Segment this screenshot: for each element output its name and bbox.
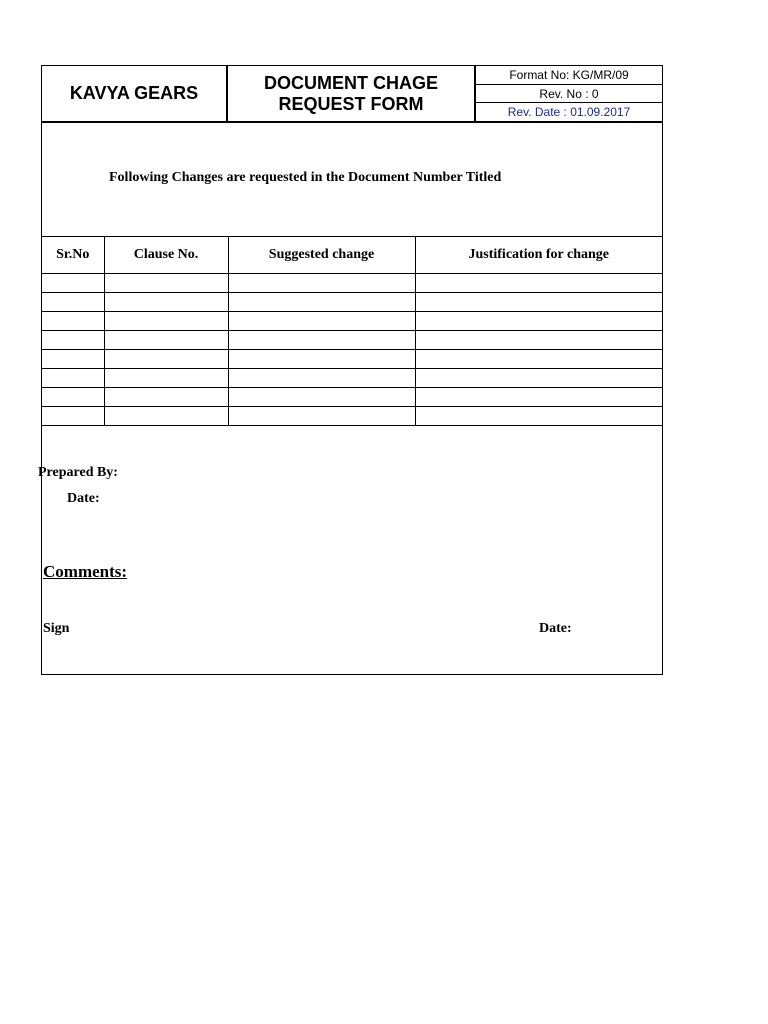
- table-row: [42, 273, 662, 292]
- table-cell[interactable]: [415, 387, 662, 406]
- table-header-row: [42, 237, 662, 273]
- table-cell[interactable]: [228, 292, 415, 311]
- table-cell[interactable]: [42, 349, 104, 368]
- table-cell[interactable]: [42, 273, 104, 292]
- table-cell[interactable]: [42, 368, 104, 387]
- sign-date-label: Date:: [539, 621, 572, 636]
- table-cell[interactable]: [415, 368, 662, 387]
- table-cell[interactable]: [104, 273, 228, 292]
- format-number: Format No: KG/MR/09: [476, 66, 662, 85]
- table-cell[interactable]: [228, 273, 415, 292]
- company-name: KAVYA GEARS: [42, 66, 228, 121]
- table-cell[interactable]: [228, 349, 415, 368]
- table-cell[interactable]: [104, 406, 228, 425]
- table-cell[interactable]: [42, 406, 104, 425]
- table-cell[interactable]: [228, 368, 415, 387]
- form-title: [228, 66, 476, 121]
- table-cell[interactable]: [104, 330, 228, 349]
- change-request-form: [38, 65, 663, 675]
- table-row: [42, 406, 662, 425]
- form-header: [42, 66, 662, 123]
- table-cell[interactable]: [415, 406, 662, 425]
- table-cell[interactable]: [104, 311, 228, 330]
- table-cell[interactable]: [42, 311, 104, 330]
- table-cell[interactable]: [415, 330, 662, 349]
- form-title-line1: DOCUMENT CHAGE: [264, 72, 438, 93]
- comments-label: Comments:: [43, 562, 128, 581]
- revision-number: Rev. No : 0: [476, 85, 662, 103]
- table-cell[interactable]: [228, 387, 415, 406]
- table-cell[interactable]: [228, 311, 415, 330]
- column-header-suggested-change: Suggested change: [228, 237, 415, 273]
- table-cell[interactable]: [415, 292, 662, 311]
- sign-label: Sign: [43, 621, 70, 636]
- table-cell[interactable]: [415, 311, 662, 330]
- document-meta: [476, 66, 662, 121]
- table-row: [42, 387, 662, 406]
- form-title-line2: REQUEST FORM: [278, 93, 424, 114]
- table-cell[interactable]: [415, 273, 662, 292]
- table-cell[interactable]: [415, 349, 662, 368]
- revision-date: Rev. Date : 01.09.2017: [507, 105, 631, 119]
- table-row: [42, 311, 662, 330]
- table-cell[interactable]: [104, 292, 228, 311]
- table-row: [42, 349, 662, 368]
- table-cell[interactable]: [42, 292, 104, 311]
- table-cell[interactable]: [104, 349, 228, 368]
- table-cell[interactable]: [104, 387, 228, 406]
- table-row: [42, 330, 662, 349]
- column-header-justification: Justification for change: [415, 237, 662, 273]
- subject-text: Following Changes are requested in the Document Number Titled: [109, 170, 502, 185]
- changes-table: [42, 237, 662, 426]
- table-cell[interactable]: [104, 368, 228, 387]
- table-row: [42, 292, 662, 311]
- table-cell[interactable]: [42, 330, 104, 349]
- column-header-clause-no: Clause No.: [104, 237, 228, 273]
- column-header-sr-no: Sr.No: [42, 237, 104, 273]
- table-cell[interactable]: [42, 387, 104, 406]
- table-row: [42, 368, 662, 387]
- prepared-by-label: Prepared By:: [38, 465, 118, 480]
- table-cell[interactable]: [228, 406, 415, 425]
- prepared-date-label: Date:: [67, 491, 100, 506]
- table-cell[interactable]: [228, 330, 415, 349]
